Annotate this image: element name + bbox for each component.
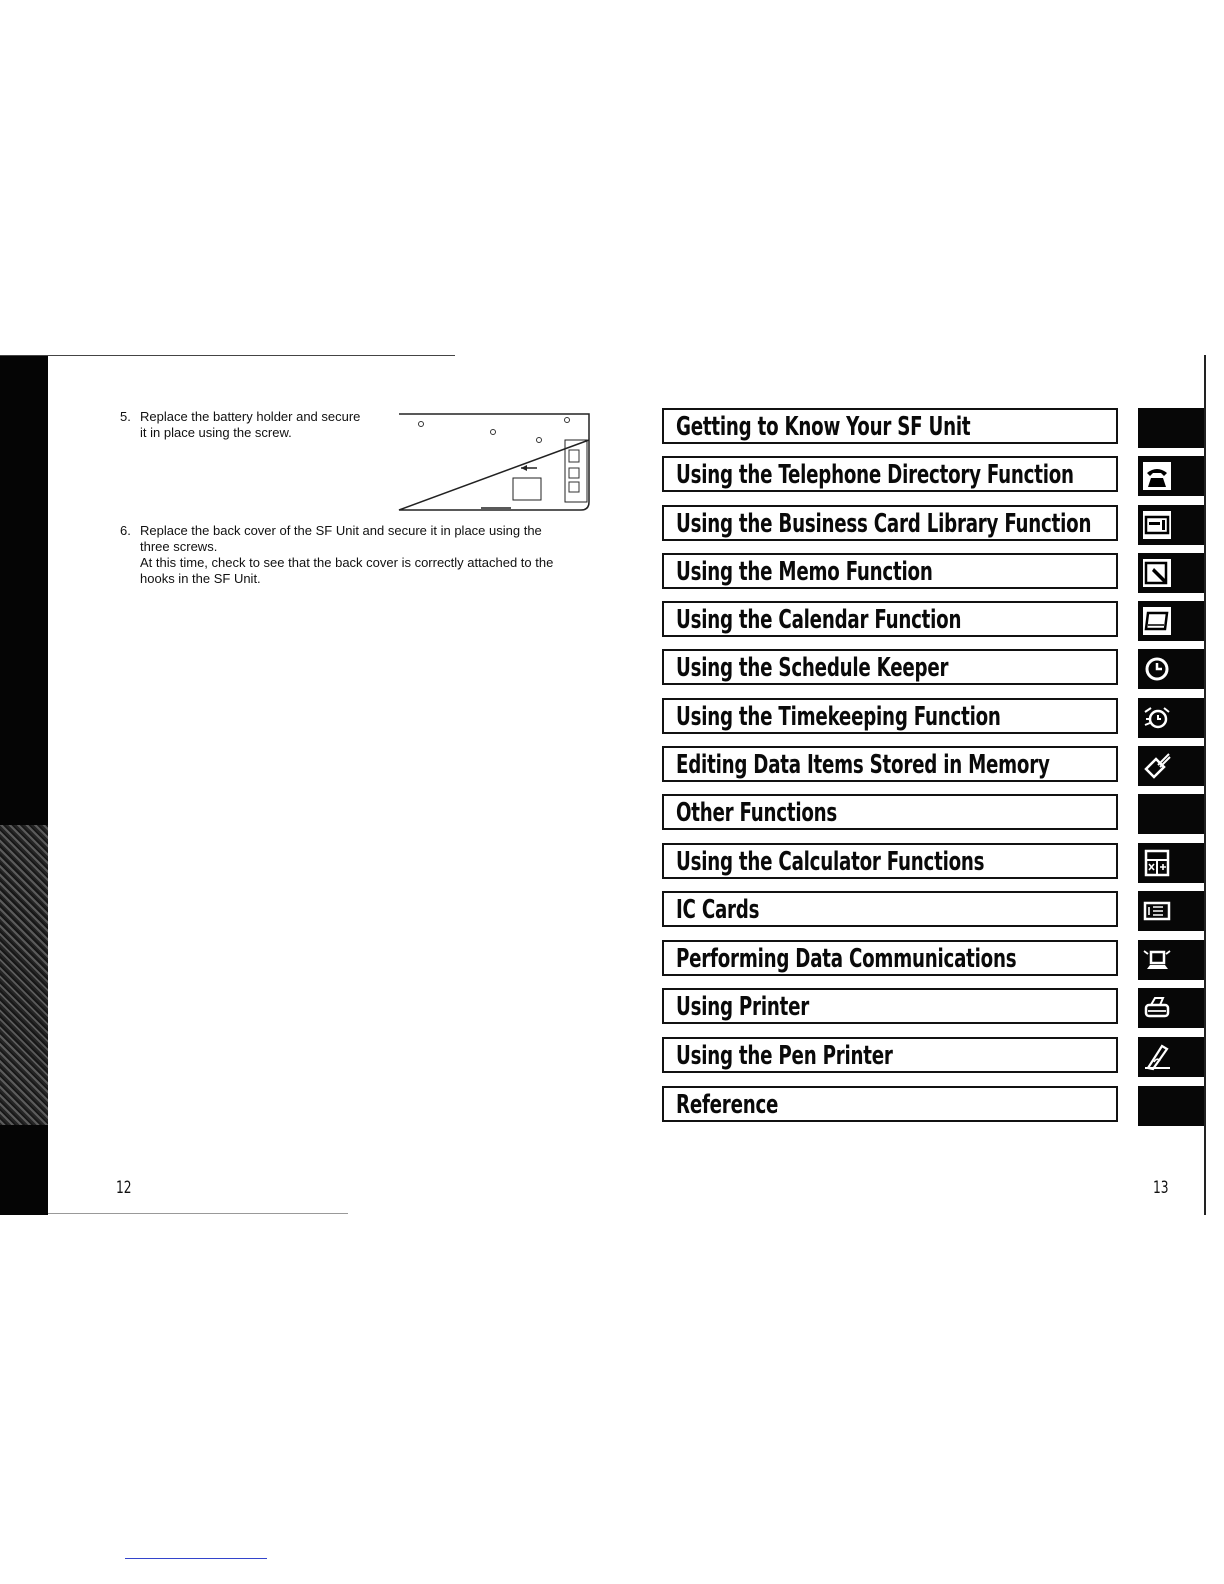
toc-entry[interactable] <box>662 988 1206 1028</box>
toc-entry-box[interactable] <box>662 1086 1118 1122</box>
toc-entry-label: IC Cards <box>676 895 760 925</box>
toc-entry-box[interactable] <box>662 505 1118 541</box>
step-number: 5. <box>120 409 131 424</box>
toc-entry-box[interactable] <box>662 649 1118 685</box>
computer-icon <box>1142 945 1172 975</box>
toc-entry-label: Editing Data Items Stored in Memory <box>676 750 1050 780</box>
pen-printer-icon <box>1142 1042 1172 1072</box>
section-tab[interactable] <box>1138 601 1204 641</box>
section-tab[interactable] <box>1138 649 1204 689</box>
toc-entry-box[interactable] <box>662 601 1118 637</box>
toc-entry-label: Using the Calculator Functions <box>676 847 985 877</box>
toc-entry-label: Getting to Know Your SF Unit <box>676 412 971 442</box>
toc-entry-label: Using the Business Card Library Function <box>676 509 1092 539</box>
toc-entry-label: Using the Memo Function <box>676 557 933 587</box>
section-tab[interactable] <box>1138 843 1204 883</box>
section-tab[interactable] <box>1138 1086 1204 1126</box>
toc-entry[interactable] <box>662 408 1206 448</box>
toc-entry[interactable] <box>662 746 1206 786</box>
printer-icon <box>1142 993 1172 1023</box>
memo-icon <box>1142 558 1172 588</box>
toc-entry-label: Other Functions <box>676 798 838 828</box>
section-tab[interactable] <box>1138 456 1204 496</box>
top-rule <box>0 355 455 356</box>
toc-entry-label: Using the Pen Printer <box>676 1041 893 1071</box>
toc-entry-box[interactable] <box>662 988 1118 1024</box>
toc-entry-box[interactable] <box>662 794 1118 830</box>
right-page-number: 13 <box>1153 1178 1169 1198</box>
section-tab[interactable] <box>1138 746 1204 786</box>
toc-entry-label: Using Printer <box>676 992 810 1022</box>
toc-entry[interactable] <box>662 456 1206 496</box>
toc-entry[interactable] <box>662 891 1206 931</box>
toc-entry-box[interactable] <box>662 456 1118 492</box>
toc-entry[interactable] <box>662 843 1206 883</box>
instruction-step-5 <box>120 409 390 441</box>
section-tab[interactable] <box>1138 891 1204 931</box>
step-number: 6. <box>120 523 131 538</box>
toc-entry[interactable] <box>662 698 1206 738</box>
toc-entry[interactable] <box>662 1037 1206 1077</box>
telephone-icon <box>1142 461 1172 491</box>
business-card-icon <box>1142 510 1172 540</box>
calculator-icon <box>1142 848 1172 878</box>
toc-entry[interactable] <box>662 649 1206 689</box>
toc-entry-box[interactable] <box>662 553 1118 589</box>
left-page-number: 12 <box>116 1178 132 1198</box>
toc-entry-label: Performing Data Communications <box>676 944 1017 974</box>
edit-pen-icon <box>1142 751 1172 781</box>
section-tab[interactable] <box>1138 698 1204 738</box>
instruction-step-6 <box>120 523 600 587</box>
toc-entry-label: Using the Schedule Keeper <box>676 653 949 683</box>
section-tab[interactable] <box>1138 1037 1204 1077</box>
alarm-clock-icon <box>1142 703 1172 733</box>
toc-entry-box[interactable] <box>662 843 1118 879</box>
toc-entry[interactable] <box>662 505 1206 545</box>
toc-entry[interactable] <box>662 553 1206 593</box>
toc-entry-box[interactable] <box>662 1037 1118 1073</box>
toc-entry-label: Reference <box>676 1090 779 1120</box>
clock-icon <box>1142 654 1172 684</box>
toc-entry-label: Using the Calendar Function <box>676 605 962 635</box>
calendar-icon <box>1142 606 1172 636</box>
section-tab[interactable] <box>1138 794 1204 834</box>
section-tab[interactable] <box>1138 408 1204 448</box>
left-page-edge-shadow <box>0 355 48 1215</box>
toc-entry[interactable] <box>662 601 1206 641</box>
toc-entry-box[interactable] <box>662 746 1118 782</box>
step-text: Replace the back cover of the SF Unit and secure it in place using the three screws. At this time, check to see that the back cover is correctly attached to the hooks in the SF Unit. <box>140 523 554 586</box>
toc-entry-box[interactable] <box>662 940 1118 976</box>
battery-holder-diagram <box>397 410 591 512</box>
toc-entry-label: Using the Timekeeping Function <box>676 702 1001 732</box>
section-tab[interactable] <box>1138 940 1204 980</box>
toc-entry[interactable] <box>662 794 1206 834</box>
toc-entry[interactable] <box>662 940 1206 980</box>
section-tab[interactable] <box>1138 505 1204 545</box>
section-tab[interactable] <box>1138 553 1204 593</box>
footer-underline <box>125 1558 267 1559</box>
binding-fold <box>0 825 48 1125</box>
ic-card-icon <box>1142 896 1172 926</box>
toc-entry-label: Using the Telephone Directory Function <box>676 460 1074 490</box>
toc-entry-box[interactable] <box>662 698 1118 734</box>
toc-entry-box[interactable] <box>662 408 1118 444</box>
toc-entry-box[interactable] <box>662 891 1118 927</box>
bottom-rule <box>48 1213 348 1214</box>
toc-entry[interactable] <box>662 1086 1206 1126</box>
step-text: Replace the battery holder and secure it in place using the screw. <box>140 409 361 440</box>
section-tab[interactable] <box>1138 988 1204 1028</box>
